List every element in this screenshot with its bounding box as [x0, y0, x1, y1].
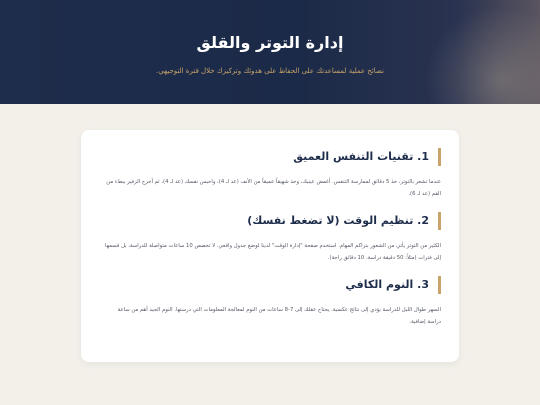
content-card [81, 130, 459, 362]
section-sleep [103, 276, 441, 328]
section-title: 1. تقنيات التنفس العميق [103, 148, 441, 166]
section-title: 2. تنظيم الوقت (لا تضغط نفسك) [103, 212, 441, 230]
section-body: السهر طوال الليل للدراسة يؤدي إلى نتائج عكسية. يحتاج عقلك إلى 7-8 ساعات من النوم لمعالجة المعلومات التي درستها. النوم الجيد أهم من ساعة دراسة إضافية. [117, 307, 441, 325]
section-body: عندما تشعر بالتوتر، خذ 5 دقائق لممارسة التنفس. أغمض عينيك، وخذ شهيقاً عميقاً من الأنف (عد لـ 4)، واحبس نفسك (عد لـ 4)، ثم أخرج الزفير ببطء من الفم (عد لـ 6). [106, 179, 441, 197]
section-deep-breathing [103, 148, 441, 200]
hero-banner [0, 0, 540, 104]
page-subtitle: نصائح عملية لمساعدتك على الحفاظ على هدوئك وتركيزك خلال فترة التوجيهي. [156, 67, 384, 75]
section-title: 3. النوم الكافي [103, 276, 441, 294]
section-body: الكثير من التوتر يأتي من الشعور بتراكم المهام. استخدم صفحة "إدارة الوقت" لدينا لوضع جدول واقعي. لا تخصص 10 ساعات متواصلة للدراسة، بل قسمها إلى فترات (مثلاً: 50 دقيقة دراسة، 10 دقائق راحة). [105, 243, 441, 261]
page-title: إدارة التوتر والقلق [196, 33, 344, 52]
section-time-management [103, 212, 441, 264]
